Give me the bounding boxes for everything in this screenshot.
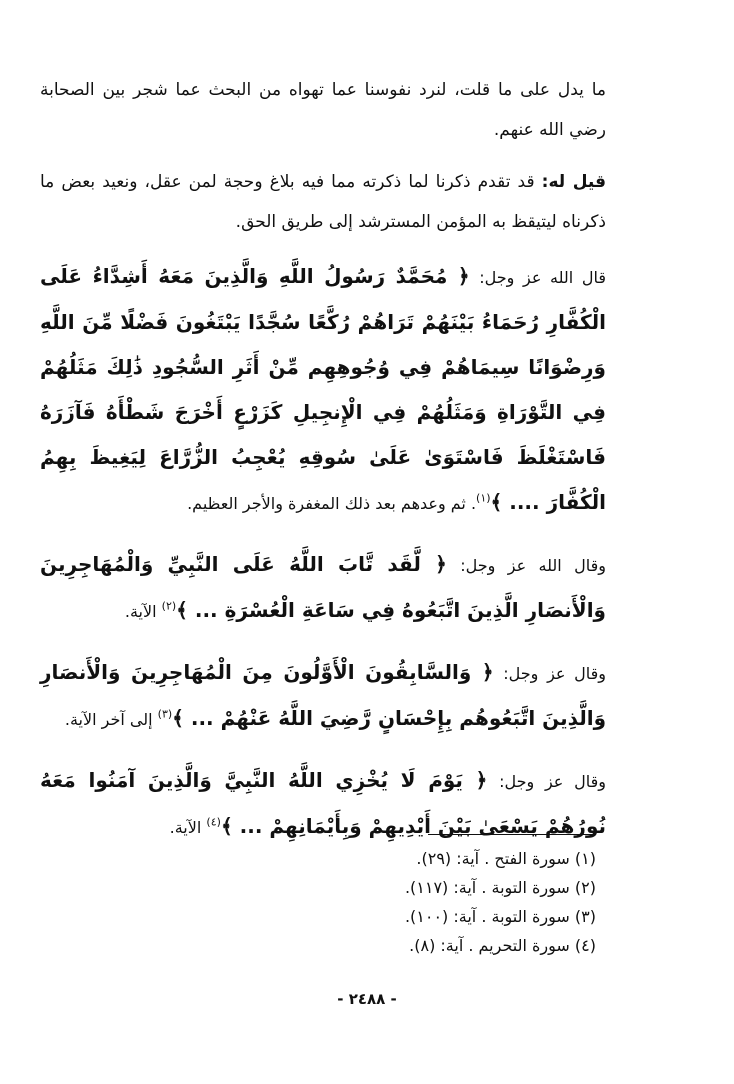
verse-after: الآية. <box>169 818 207 837</box>
verse-intro: وقال الله عز وجل: <box>460 556 606 575</box>
footnote-text: سورة التوبة . آية: (١٠٠). <box>404 907 570 926</box>
footnote-item <box>300 931 596 960</box>
verse-intro: قال الله عز وجل: <box>479 268 606 287</box>
qil-paragraph-text: قد تقدم ذكرنا لما ذكرته مما فيه بلاغ وحجة لمن عقل، ونعيد بعض ما ذكرناه ليتيقظ به المؤمن المسترشد إلى طريق الحق. <box>40 172 606 232</box>
qil-lead: قيل له: <box>541 172 607 192</box>
quran-verse: ﴿ مُحَمَّدٌ رَسُولُ اللَّهِ وَالَّذِينَ مَعَهُ أَشِدَّاءُ عَلَى الْكُفَّارِ رُحَمَاءُ بَيْنَهُمْ تَرَاهُمْ رُكَّعًا سُجَّدًا يَبْتَغُونَ فَضْلًا مِّنَ اللَّهِ وَرِضْوَانًا سِيمَاهُمْ فِي وُجُوهِهِم مِّنْ أَثَرِ السُّجُودِ ذَٰلِكَ مَثَلُهُمْ فِي التَّوْرَاةِ وَمَثَلُهُمْ فِي الْإِنجِيلِ كَزَرْعٍ أَخْرَجَ شَطْأَهُ فَآزَرَهُ فَاسْتَغْلَظَ فَاسْتَوَىٰ عَلَىٰ سُوقِهِ يُعْجِبُ الزُّرَّاعَ لِيَغِيظَ بِهِمُ الْكُفَّارَ .... ﴾ <box>40 264 606 514</box>
quran-verse: ﴿ يَوْمَ لَا يُخْزِي اللَّهُ النَّبِيَّ وَالَّذِينَ آمَنُوا مَعَهُ نُورُهُمْ يَسْعَىٰ بَيْنَ أَيْدِيهِمْ وَبِأَيْمَانِهِمْ ... ﴾ <box>40 768 606 838</box>
quran-verse: ﴿ لَّقَد تَّابَ اللَّهُ عَلَى النَّبِيِّ وَالْمُهَاجِرِينَ وَالْأَنصَارِ الَّذِينَ اتَّبَعُوهُ فِي سَاعَةِ الْعُسْرَةِ ... ﴾ <box>40 552 606 622</box>
footnote-text: سورة الفتح . آية: (٢٩). <box>416 849 570 868</box>
intro-paragraph-text: ما يدل على ما قلت، لنرد نفوسنا عما تهواه من البحث عما شجر بين الصحابة رضي الله عنهم. <box>40 80 606 140</box>
page-number: - ٢٤٨٨ - <box>337 990 397 1008</box>
verse-after: . ثم وعدهم بعد ذلك المغفرة والأجر العظيم. <box>187 494 477 513</box>
footnote-number: (٤) <box>574 936 596 955</box>
footnote-ref[interactable]: (٤) <box>206 815 221 829</box>
intro-paragraph <box>40 70 606 150</box>
footnotes <box>300 844 596 960</box>
page-body <box>40 70 606 850</box>
verse-block-3 <box>40 650 606 742</box>
footnote-item <box>300 902 596 931</box>
quran-verse: ﴿ وَالسَّابِقُونَ الْأَوَّلُونَ مِنَ الْمُهَاجِرِينَ وَالْأَنصَارِ وَالَّذِينَ اتَّبَعُوهُم بِإِحْسَانٍ رَّضِيَ اللَّهُ عَنْهُمْ ... ﴾ <box>40 660 606 730</box>
footnote-ref[interactable]: (٢) <box>161 599 177 613</box>
verse-intro: وقال عز وجل: <box>499 772 606 791</box>
footnote-text: سورة التوبة . آية: (١١٧). <box>404 878 570 897</box>
verse-block-2 <box>40 542 606 634</box>
verse-block-4 <box>40 758 606 850</box>
footnote-item <box>300 844 596 873</box>
verse-after: إلى آخر الآية. <box>64 710 158 729</box>
verse-after: الآية. <box>124 602 162 621</box>
footnote-divider <box>428 834 596 835</box>
footnote-number: (٣) <box>574 907 596 926</box>
footnote-ref[interactable]: (٣) <box>157 707 173 721</box>
verse-block-1 <box>40 254 606 526</box>
footnote-text: سورة التحريم . آية: (٨). <box>409 936 570 955</box>
footnote-number: (٢) <box>574 878 596 897</box>
footnote-ref[interactable]: (١) <box>476 491 491 505</box>
footnote-item <box>300 873 596 902</box>
verse-intro: وقال عز وجل: <box>503 664 606 683</box>
footnote-number: (١) <box>574 849 596 868</box>
qil-paragraph <box>40 162 606 242</box>
